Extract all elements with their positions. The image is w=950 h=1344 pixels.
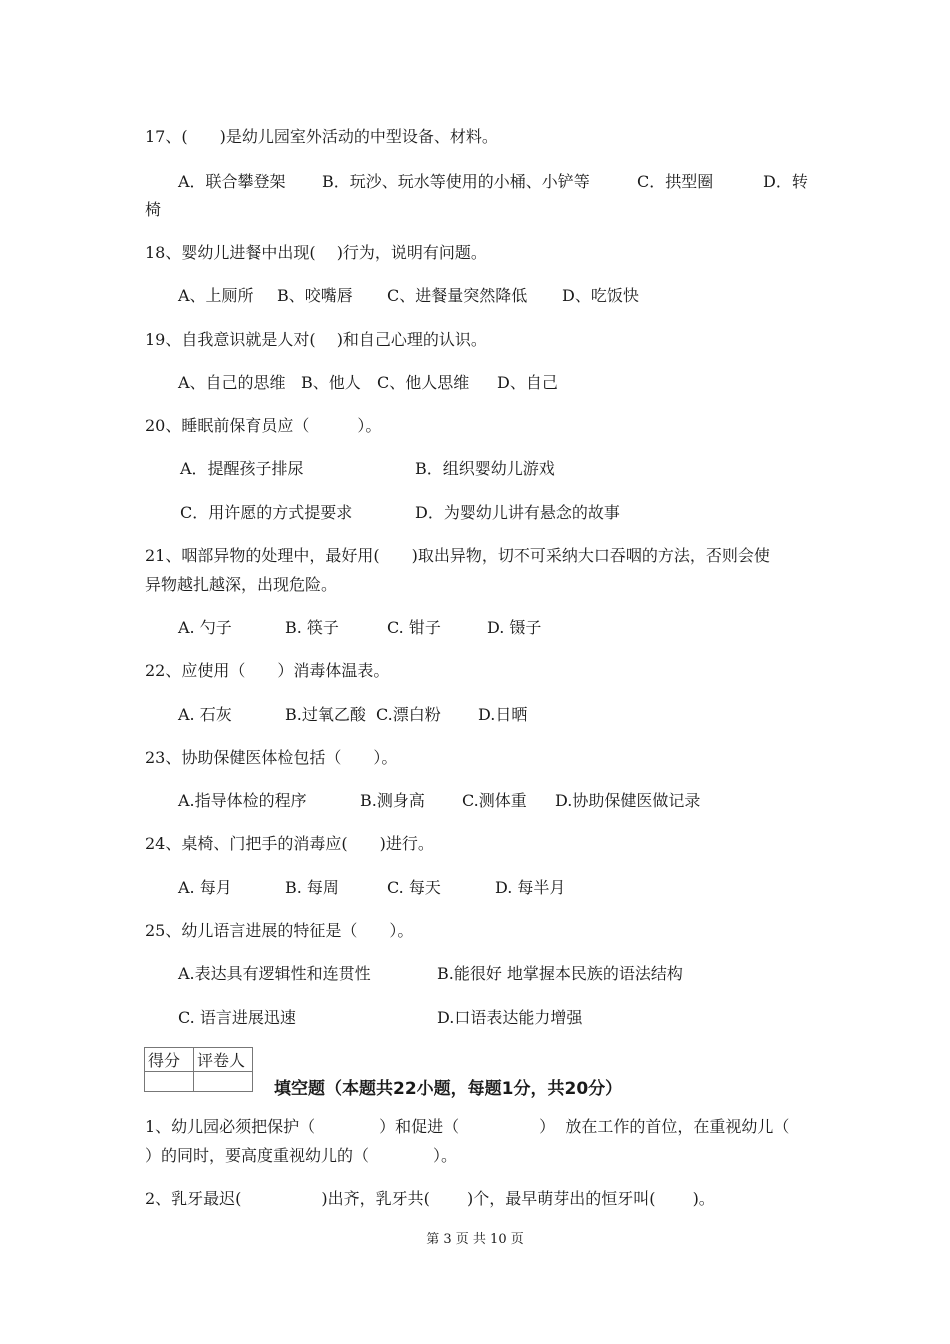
q18-option-a: A、上厕所	[178, 286, 254, 305]
q17-option-c: C．拱型圈	[637, 172, 714, 191]
fill-question-2: 2、乳牙最迟( )出齐，乳牙共( )个，最早萌芽出的恒牙叫( )。	[145, 1189, 715, 1208]
q21-option-d: D. 镊子	[487, 618, 542, 637]
fill-question-1-continued: ）的同时，要高度重视幼儿的（ ）。	[145, 1146, 458, 1165]
score-cell[interactable]	[145, 1072, 194, 1092]
q24-option-c: C. 每天	[387, 878, 441, 897]
q25-option-d: D.口语表达能力增强	[437, 1008, 583, 1027]
q19-option-d: D、自己	[497, 373, 558, 392]
page-footer: 第 3 页 共 10 页	[426, 1232, 524, 1247]
q23-option-a: A.指导体检的程序	[178, 791, 307, 810]
q23-option-b: B.测身高	[360, 791, 425, 810]
q18-option-c: C、进餐量突然降低	[387, 286, 528, 305]
q19-option-b: B、他人	[301, 373, 361, 392]
q21-option-b: B. 筷子	[285, 618, 339, 637]
question-21-stem-continued: 异物越扎越深，出现危险。	[145, 575, 338, 594]
grader-label: 评卷人	[194, 1048, 253, 1072]
q17-option-d-continued: 椅	[145, 200, 162, 219]
q20-option-a: A．提醒孩子排尿	[180, 459, 304, 478]
q20-option-c: C．用许愿的方式提要求	[180, 503, 353, 522]
q24-option-b: B. 每周	[285, 878, 339, 897]
section-title: 填空题（本题共22小题，每题1分，共20分）	[274, 1079, 623, 1099]
question-20-stem: 20、睡眠前保育员应（ ）。	[145, 416, 382, 435]
question-22-stem: 22、应使用（ ）消毒体温表。	[145, 661, 390, 680]
q18-option-d: D、吃饭快	[562, 286, 639, 305]
q22-option-b: B.过氧乙酸	[285, 705, 366, 724]
q17-option-d: D．转	[763, 172, 808, 191]
q19-option-a: A、自己的思维	[178, 373, 286, 392]
q20-option-d: D．为婴幼儿讲有悬念的故事	[415, 503, 620, 522]
score-label: 得分	[145, 1048, 194, 1072]
question-25-stem: 25、幼儿语言进展的特征是（ ）。	[145, 921, 414, 940]
q20-option-b: B．组织婴幼儿游戏	[415, 459, 555, 478]
q17-option-b: B．玩沙、玩水等使用的小桶、小铲等	[322, 172, 590, 191]
q17-option-a: A．联合攀登架	[178, 172, 286, 191]
q25-option-c: C. 语言进展迅速	[178, 1008, 296, 1027]
q25-option-b: B.能很好 地掌握本民族的语法结构	[437, 964, 683, 983]
q25-option-a: A.表达具有逻辑性和连贯性	[178, 964, 371, 983]
question-17-stem: 17、( )是幼儿园室外活动的中型设备、材料。	[145, 127, 498, 146]
question-21-stem: 21、咽部异物的处理中，最好用( )取出异物，切不可采纳大口吞咽的方法，否则会使	[145, 546, 770, 565]
q24-option-a: A. 每月	[178, 878, 232, 897]
q23-option-c: C.测体重	[462, 791, 527, 810]
q22-option-a: A. 石灰	[178, 705, 232, 724]
question-23-stem: 23、协助保健医体检包括（ ）。	[145, 748, 398, 767]
q19-option-c: C、他人思维	[377, 373, 470, 392]
q22-option-c: C.漂白粉	[376, 705, 441, 724]
question-19-stem: 19、自我意识就是人对( )和自己心理的认识。	[145, 330, 487, 349]
question-24-stem: 24、桌椅、门把手的消毒应( )进行。	[145, 834, 434, 853]
grader-cell[interactable]	[194, 1072, 253, 1092]
q23-option-d: D.协助保健医做记录	[555, 791, 701, 810]
q21-option-c: C. 钳子	[387, 618, 441, 637]
q18-option-b: B、咬嘴唇	[277, 286, 353, 305]
q21-option-a: A. 勺子	[178, 618, 232, 637]
q24-option-d: D. 每半月	[495, 878, 566, 897]
q22-option-d: D.日晒	[478, 705, 528, 724]
score-box	[144, 1047, 253, 1092]
question-18-stem: 18、婴幼儿进餐中出现( )行为，说明有问题。	[145, 243, 487, 262]
fill-question-1: 1、幼儿园必须把保护（ ）和促进（ ） 放在工作的首位，在重视幼儿（	[145, 1117, 790, 1136]
